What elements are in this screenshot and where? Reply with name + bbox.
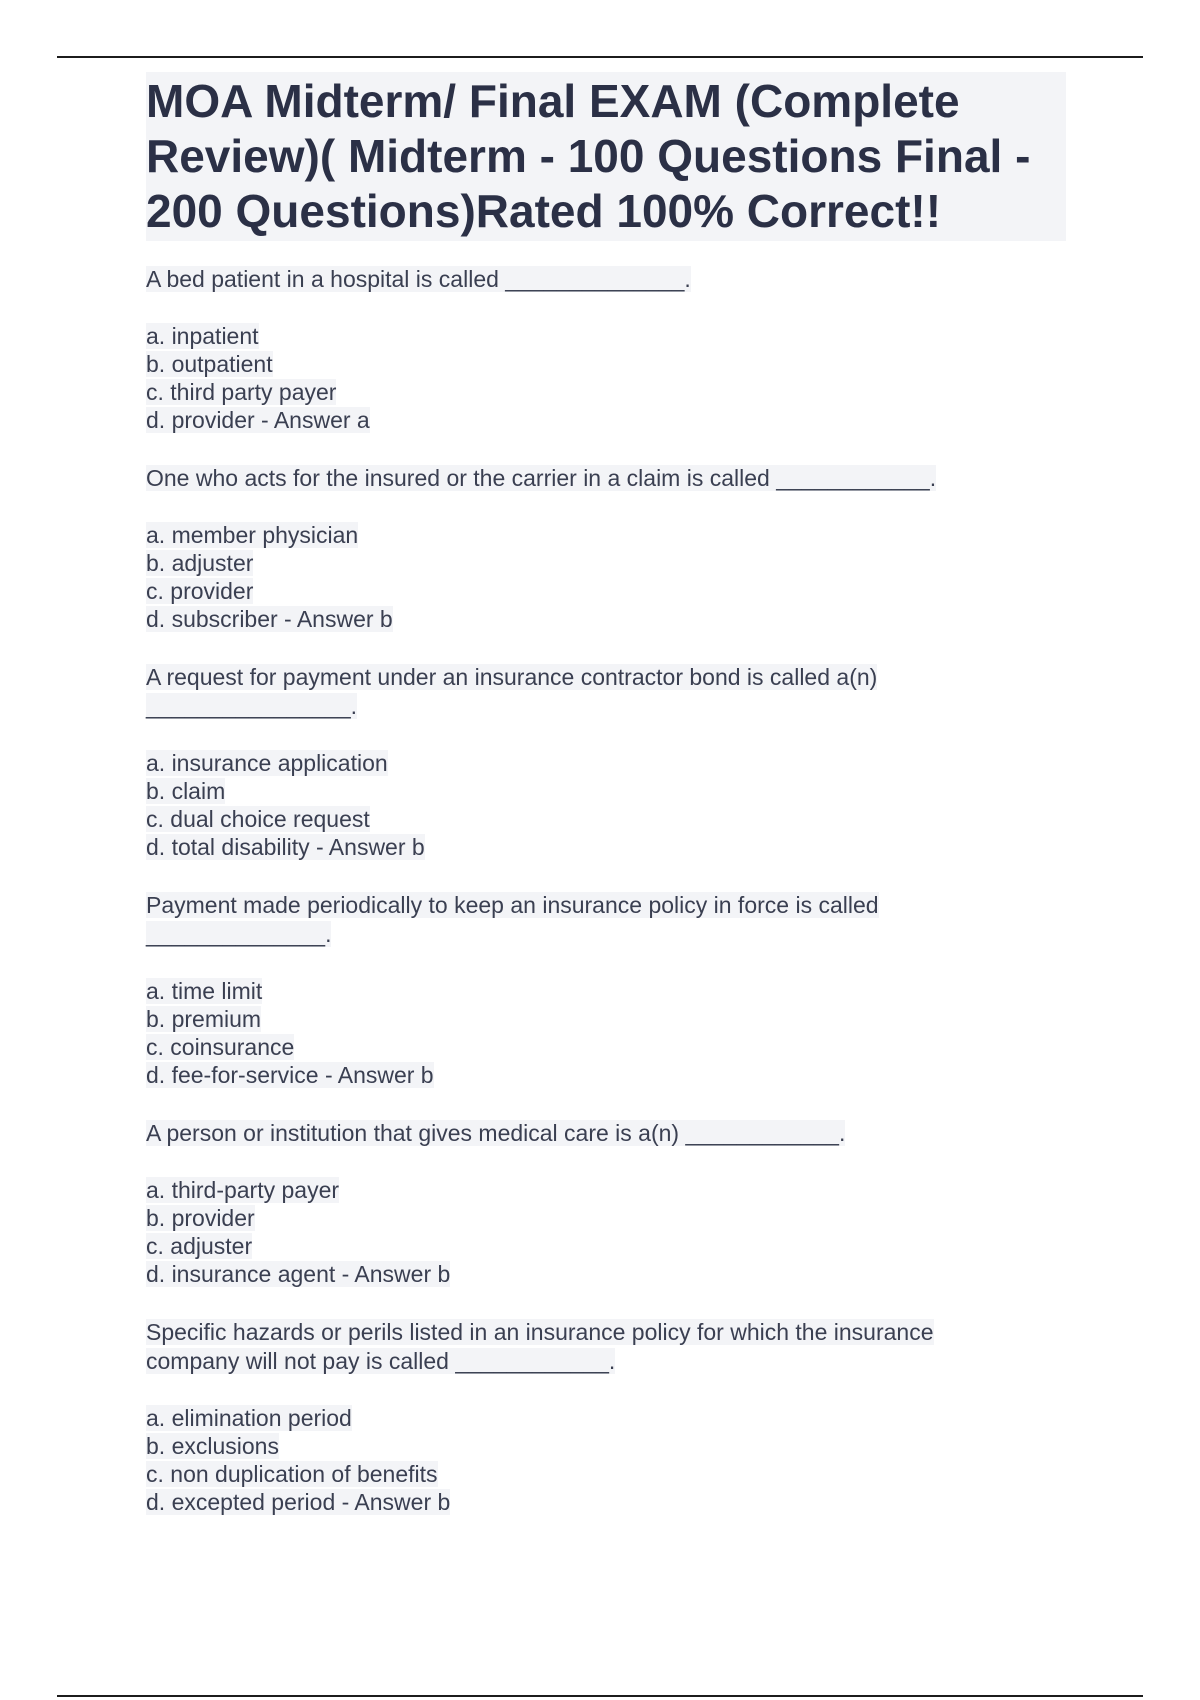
question-list bbox=[146, 265, 1066, 1516]
option-a: a. insurance application bbox=[146, 750, 388, 776]
answer-options bbox=[146, 1176, 1066, 1288]
question-3 bbox=[146, 663, 1066, 861]
option-b: b. outpatient bbox=[146, 351, 273, 377]
option-a: a. inpatient bbox=[146, 323, 259, 349]
question-stem: A person or institution that gives medical care is a(n) ____________. bbox=[146, 1120, 846, 1146]
option-c: c. provider bbox=[146, 578, 254, 604]
option-b: b. adjuster bbox=[146, 550, 254, 576]
option-b: b. provider bbox=[146, 1205, 255, 1231]
document-title: MOA Midterm/ Final EXAM (Complete Review)( Midterm - 100 Questions Final - 200 Questions)Rated 100% Correct!! bbox=[146, 72, 1066, 241]
answer-options bbox=[146, 521, 1066, 633]
answer-options bbox=[146, 322, 1066, 434]
question-stem: A bed patient in a hospital is called ______________. bbox=[146, 266, 691, 292]
option-c: c. non duplication of benefits bbox=[146, 1461, 438, 1487]
option-b: b. claim bbox=[146, 778, 226, 804]
option-d-with-answer: d. excepted period - Answer b bbox=[146, 1489, 451, 1515]
option-a: a. third-party payer bbox=[146, 1177, 340, 1203]
top-rule bbox=[57, 56, 1143, 58]
question-stem: Specific hazards or perils listed in an insurance policy for which the insurance company will not pay is called ____________. bbox=[146, 1319, 934, 1374]
question-stem: A request for payment under an insurance contractor bond is called a(n) ________________. bbox=[146, 664, 878, 719]
document-body bbox=[146, 72, 1066, 1546]
option-a: a. time limit bbox=[146, 978, 263, 1004]
answer-options bbox=[146, 1404, 1066, 1516]
question-1 bbox=[146, 265, 1066, 434]
option-c: c. third party payer bbox=[146, 379, 337, 405]
question-stem: Payment made periodically to keep an insurance policy in force is called ______________. bbox=[146, 892, 879, 947]
question-4 bbox=[146, 891, 1066, 1089]
bottom-rule bbox=[57, 1695, 1143, 1697]
option-d-with-answer: d. insurance agent - Answer b bbox=[146, 1261, 451, 1287]
option-c: c. adjuster bbox=[146, 1233, 253, 1259]
question-6 bbox=[146, 1318, 1066, 1516]
question-5 bbox=[146, 1119, 1066, 1288]
option-a: a. member physician bbox=[146, 522, 359, 548]
option-d-with-answer: d. fee-for-service - Answer b bbox=[146, 1062, 434, 1088]
answer-options bbox=[146, 749, 1066, 861]
option-d-with-answer: d. provider - Answer a bbox=[146, 407, 370, 433]
question-stem: One who acts for the insured or the carrier in a claim is called ____________. bbox=[146, 465, 937, 491]
option-c: c. coinsurance bbox=[146, 1034, 295, 1060]
option-d-with-answer: d. subscriber - Answer b bbox=[146, 606, 393, 632]
option-b: b. premium bbox=[146, 1006, 262, 1032]
option-d-with-answer: d. total disability - Answer b bbox=[146, 834, 425, 860]
option-c: c. dual choice request bbox=[146, 806, 370, 832]
question-2 bbox=[146, 464, 1066, 633]
answer-options bbox=[146, 977, 1066, 1089]
option-b: b. exclusions bbox=[146, 1433, 279, 1459]
option-a: a. elimination period bbox=[146, 1405, 352, 1431]
